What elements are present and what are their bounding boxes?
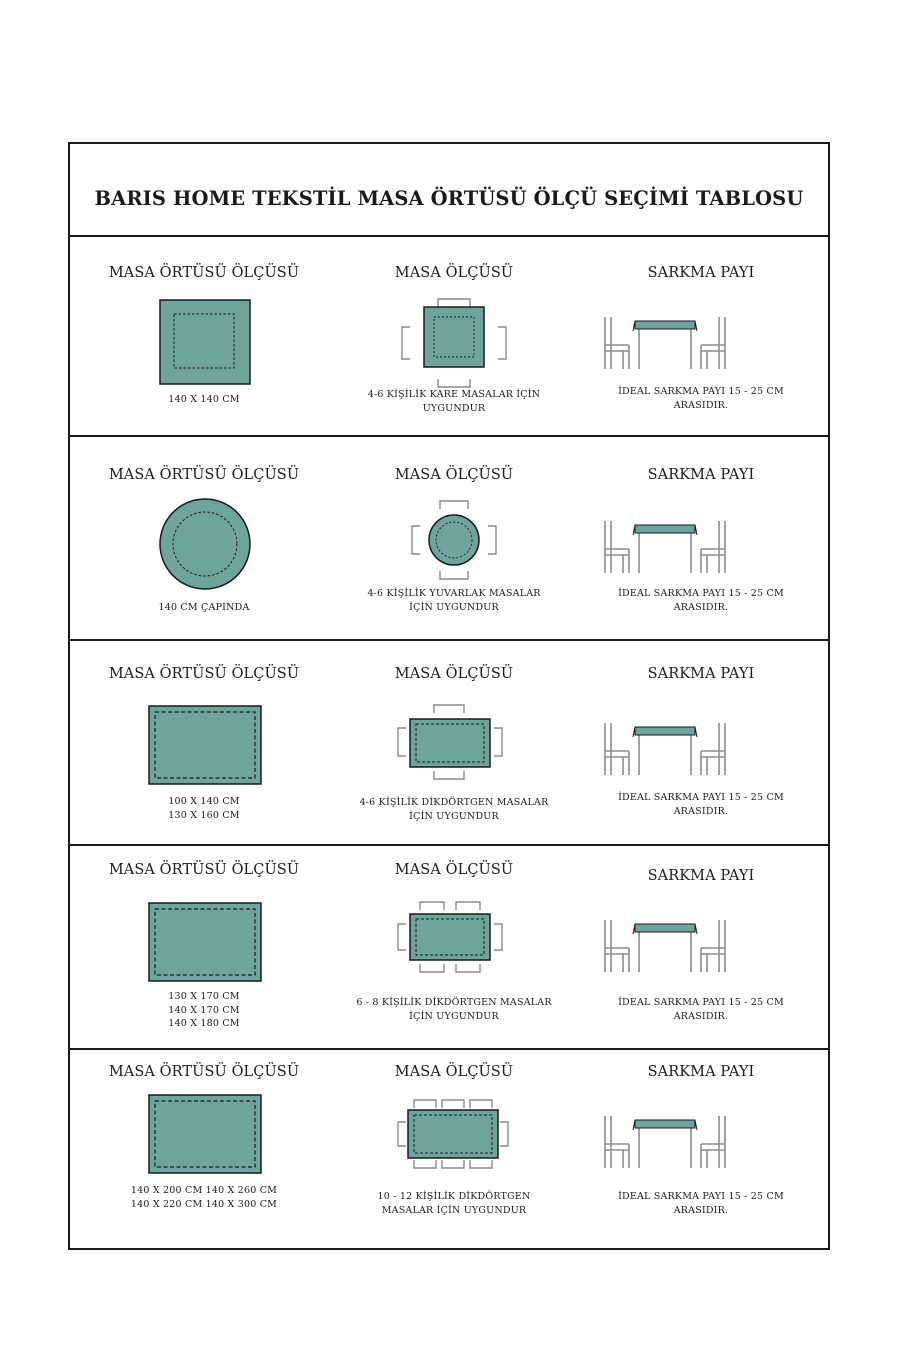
table-caption-line: İÇİN UYGUNDUR (409, 810, 499, 822)
table-header: MASA ÖLÇÜSÜ (394, 1064, 514, 1080)
table-caption-line: 10 - 12 KİŞİLİK DİKDÖRTGEN (377, 1191, 531, 1202)
cloth-column (70, 437, 338, 639)
drop-column (570, 235, 832, 435)
drop-caption-line: İDEAL SARKMA PAYI 15 - 25 CM (618, 1191, 784, 1202)
table-header: MASA ÖLÇÜSÜ (394, 467, 514, 483)
table-caption (338, 996, 570, 1023)
drop-illustration (603, 315, 727, 371)
table-caption-line: 4-6 KİŞİLİK KARE MASALAR İÇİN (367, 389, 541, 400)
drop-column (570, 641, 832, 844)
square-cloth-illustration (159, 299, 251, 385)
table-caption (338, 388, 570, 415)
rect-6-8-table-chairs-illustration (394, 894, 506, 980)
drop-caption-line: ARASIDIR. (673, 399, 729, 411)
drop-caption (570, 996, 832, 1023)
drop-caption (570, 385, 832, 412)
size-row-round (70, 437, 828, 641)
cloth-column (70, 641, 338, 844)
table-header: MASA ÖLÇÜSÜ (394, 862, 514, 878)
drop-caption-line: ARASIDIR. (673, 1010, 729, 1022)
page-title: BARIS HOME TEKSTİL MASA ÖRTÜSÜ ÖLÇÜ SEÇİMİ TABLOSU (94, 187, 804, 210)
cloth-size-text: 130 X 160 CM (168, 809, 240, 821)
table-column (338, 641, 570, 844)
cloth-size-text: 130 X 170 CM (168, 991, 240, 1002)
cloth-column (70, 1050, 338, 1248)
size-row-square (70, 235, 828, 437)
rect-cloth-illustration (148, 705, 262, 785)
table-column (338, 235, 570, 435)
round-cloth-illustration (158, 497, 252, 591)
rect-10-12-table-chairs-illustration (394, 1092, 512, 1178)
table-caption-line: 4-6 KİŞİLİK YUVARLAK MASALAR (367, 588, 541, 599)
rect-4-6-table-chairs-illustration (394, 701, 506, 787)
cloth-caption (70, 601, 338, 615)
drop-caption (570, 587, 832, 614)
cloth-column (70, 846, 338, 1048)
drop-illustration (603, 1114, 727, 1170)
table-caption-line: 6 - 8 KİŞİLİK DİKDÖRTGEN MASALAR (356, 997, 552, 1008)
drop-caption-line: ARASIDIR. (673, 805, 729, 817)
cloth-header: MASA ÖRTÜSÜ ÖLÇÜSÜ (108, 265, 300, 281)
table-caption-line: İÇİN UYGUNDUR (409, 601, 499, 613)
cloth-caption (70, 393, 338, 407)
table-column (338, 437, 570, 639)
table-caption (338, 796, 570, 823)
drop-caption (570, 1190, 832, 1217)
cloth-header: MASA ÖRTÜSÜ ÖLÇÜSÜ (108, 862, 300, 878)
cloth-size-text: 140 X 140 CM (168, 394, 240, 405)
drop-caption-line: ARASIDIR. (673, 601, 729, 613)
cloth-header: MASA ÖRTÜSÜ ÖLÇÜSÜ (108, 666, 300, 682)
drop-caption-line: İDEAL SARKMA PAYI 15 - 25 CM (618, 997, 784, 1008)
table-caption (338, 587, 570, 614)
cloth-size-text: 140 CM ÇAPINDA (158, 602, 250, 613)
cloth-caption (70, 795, 338, 822)
drop-header: SARKMA PAYI (647, 666, 755, 682)
title-row (70, 144, 828, 237)
drop-illustration (603, 918, 727, 974)
square-table-chairs-illustration (398, 295, 510, 391)
size-row-rect-4-6 (70, 641, 828, 846)
table-caption-line: İÇİN UYGUNDUR (409, 1010, 499, 1022)
drop-caption-line: ARASIDIR. (673, 1204, 729, 1216)
table-header: MASA ÖLÇÜSÜ (394, 666, 514, 682)
table-column (338, 1050, 570, 1248)
size-row-rect-10-12 (70, 1050, 828, 1248)
drop-header: SARKMA PAYI (647, 1064, 755, 1080)
cloth-caption (70, 990, 338, 1031)
drop-header: SARKMA PAYI (647, 467, 755, 483)
drop-caption-line: İDEAL SARKMA PAYI 15 - 25 CM (618, 588, 784, 599)
size-chart-frame (68, 142, 830, 1250)
table-caption-line: 4-6 KİŞİLİK DİKDÖRTGEN MASALAR (359, 797, 549, 808)
size-row-rect-6-8 (70, 846, 828, 1050)
drop-caption (570, 791, 832, 818)
round-table-chairs-illustration (408, 497, 500, 583)
table-header: MASA ÖLÇÜSÜ (394, 265, 514, 281)
table-caption-line: MASALAR İÇİN UYGUNDUR (381, 1204, 527, 1216)
drop-column (570, 846, 832, 1048)
cloth-size-text: 140 X 220 CM 140 X 300 CM (130, 1198, 278, 1210)
drop-column (570, 1050, 832, 1248)
rect-cloth-illustration (148, 902, 262, 982)
cloth-size-text: 140 X 170 CM (168, 1004, 240, 1016)
table-column (338, 846, 570, 1048)
cloth-caption (70, 1184, 338, 1211)
drop-illustration (603, 519, 727, 575)
cloth-column (70, 235, 338, 435)
cloth-size-text: 100 X 140 CM (168, 796, 240, 807)
drop-header: SARKMA PAYI (647, 868, 755, 884)
drop-caption-line: İDEAL SARKMA PAYI 15 - 25 CM (618, 792, 784, 803)
cloth-header: MASA ÖRTÜSÜ ÖLÇÜSÜ (108, 1064, 300, 1080)
drop-column (570, 437, 832, 639)
drop-illustration (603, 721, 727, 777)
cloth-size-text: 140 X 180 CM (168, 1018, 240, 1029)
drop-header: SARKMA PAYI (647, 265, 755, 281)
table-caption (338, 1190, 570, 1217)
drop-caption-line: İDEAL SARKMA PAYI 15 - 25 CM (618, 386, 784, 397)
rect-cloth-illustration (148, 1094, 262, 1174)
cloth-size-text: 140 X 200 CM 140 X 260 CM (130, 1185, 278, 1196)
cloth-header: MASA ÖRTÜSÜ ÖLÇÜSÜ (108, 467, 300, 483)
table-caption-line: UYGUNDUR (422, 402, 486, 414)
